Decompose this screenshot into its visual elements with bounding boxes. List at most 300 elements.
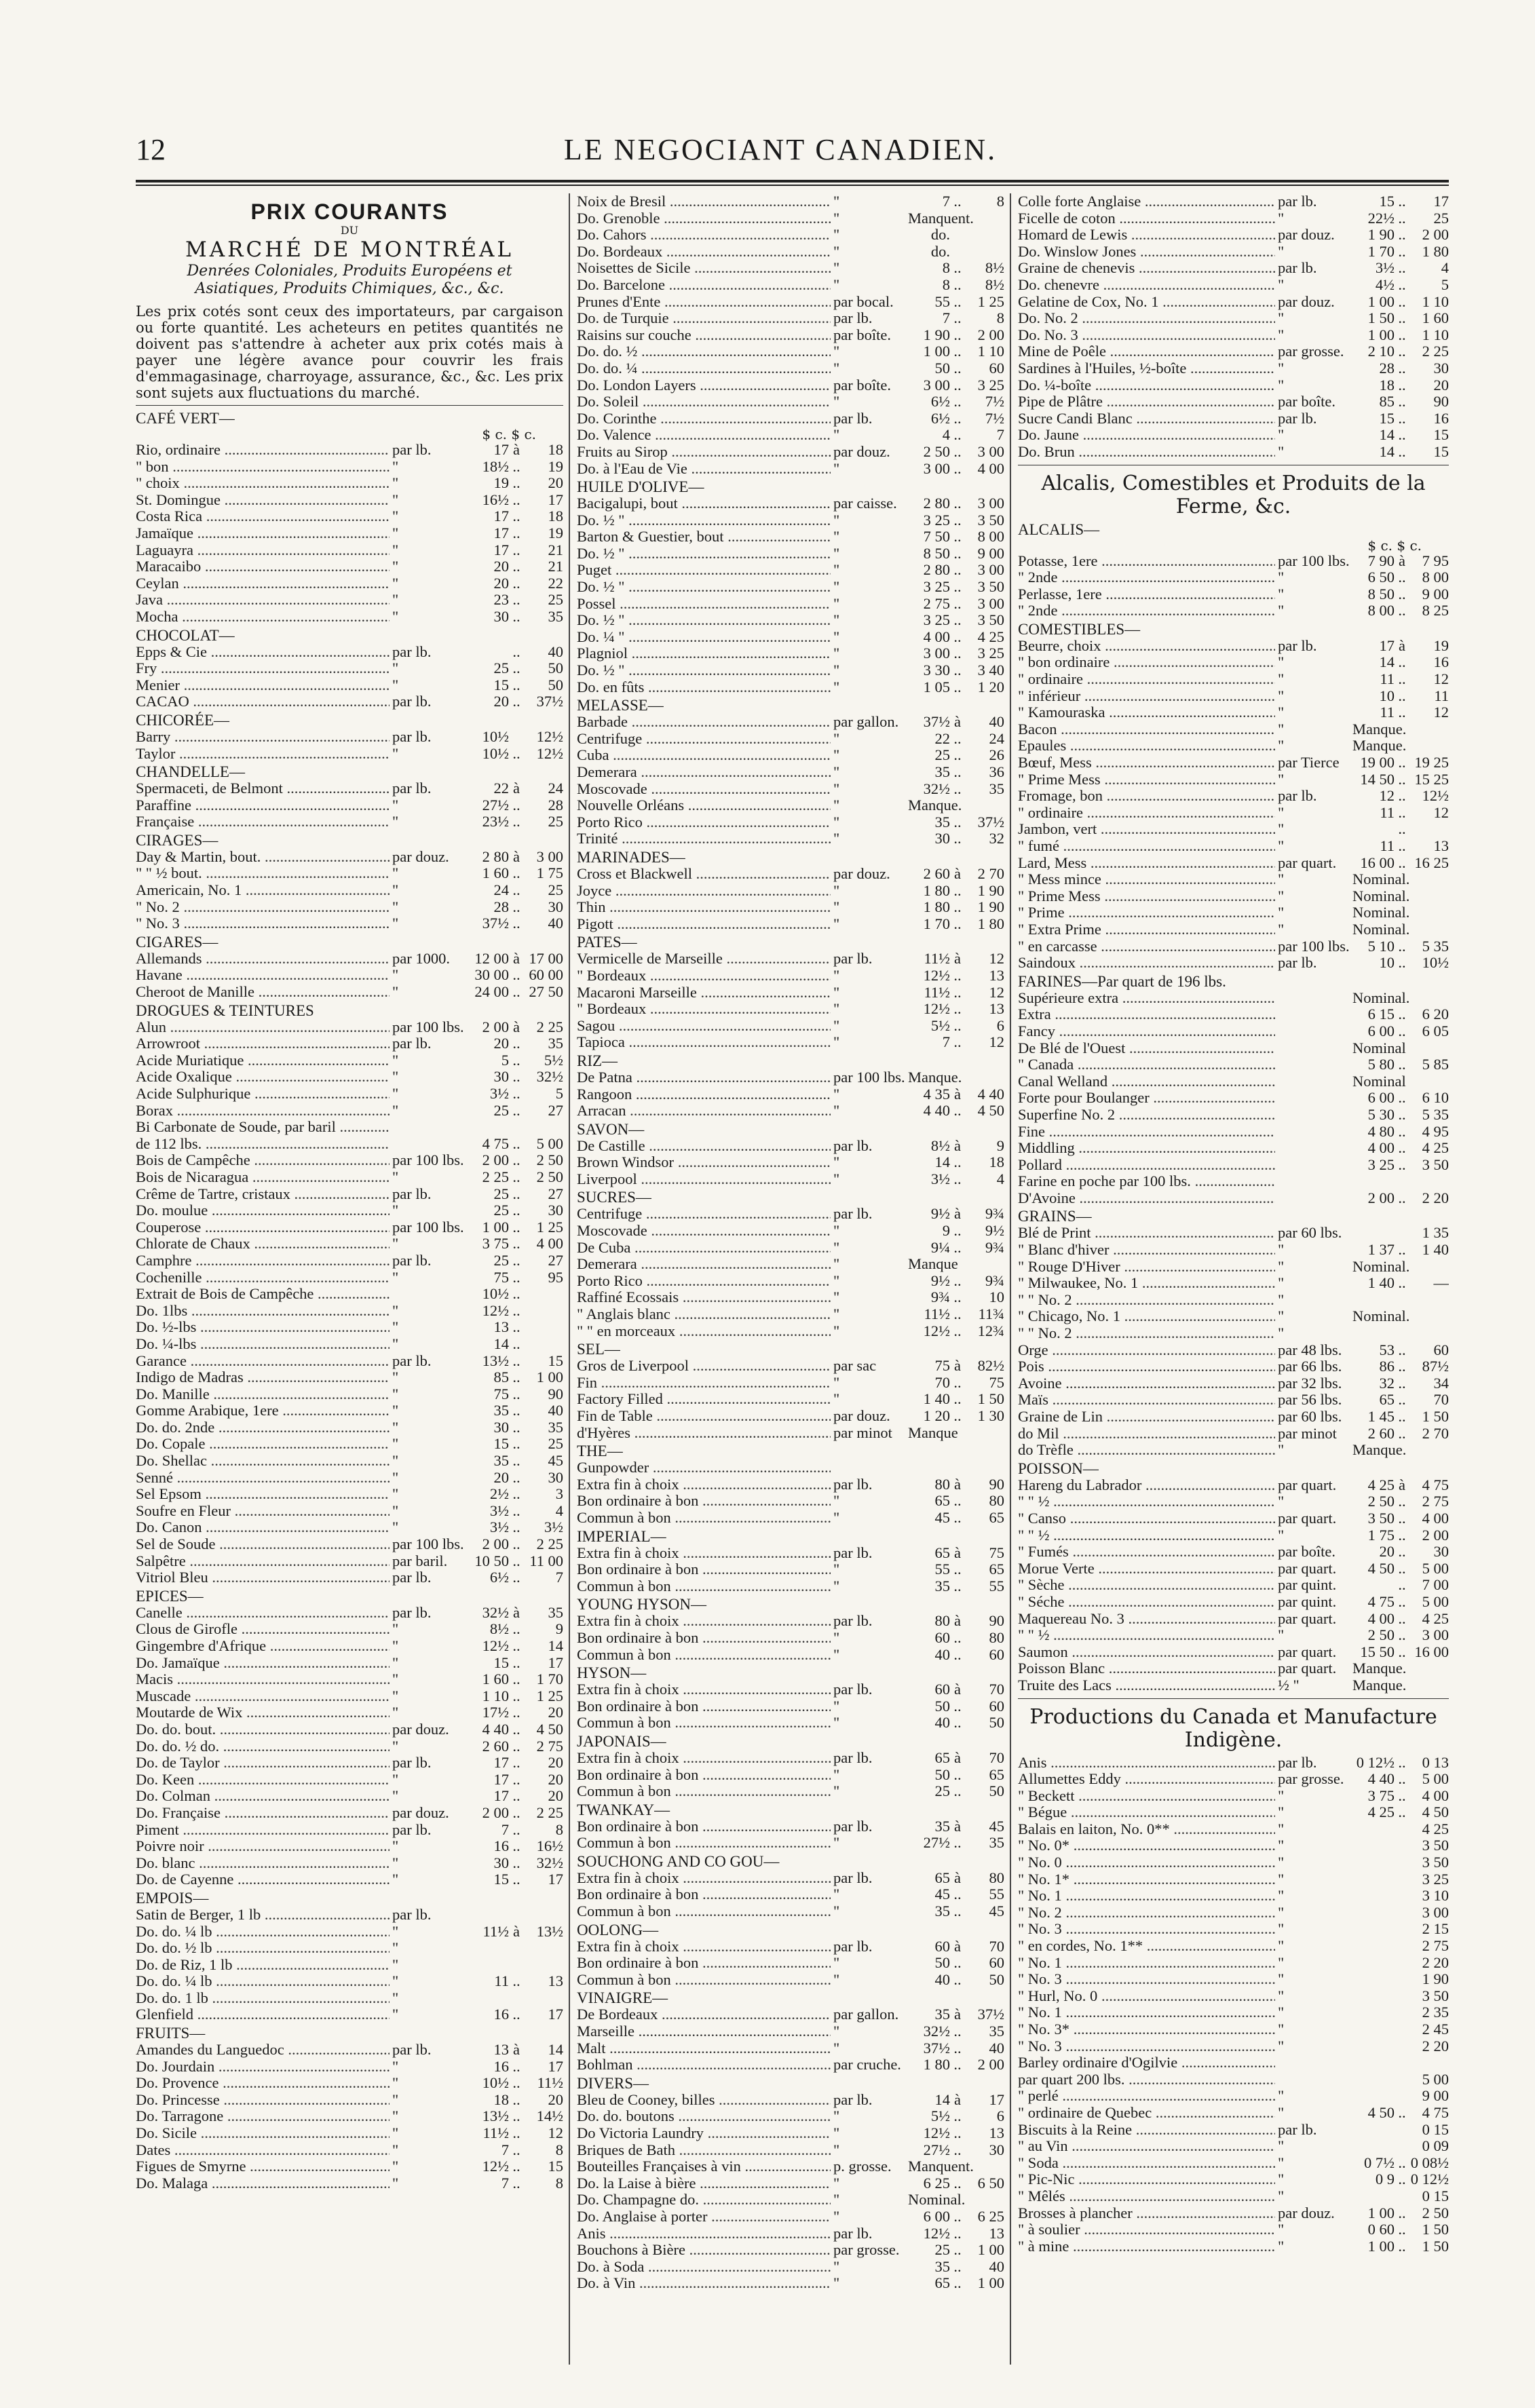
item-name: Do. Copale ..... <box>136 1436 390 1453</box>
price-high: 1 25 <box>977 292 1004 310</box>
price-sep <box>950 2158 965 2175</box>
price-high: 35 <box>548 1603 563 1621</box>
unit: " <box>833 611 840 629</box>
price-row <box>136 2092 563 2109</box>
unit: " <box>392 1837 399 1855</box>
price-low <box>1352 2122 1395 2139</box>
price-low: 15 <box>493 1871 509 1888</box>
price-sep: .. <box>953 2207 962 2225</box>
price-sep: .. <box>512 1720 520 1738</box>
separator <box>136 405 563 406</box>
price-high <box>1409 721 1449 738</box>
price-sep: .. <box>953 1016 962 1034</box>
price-high: 1 50 <box>1422 2237 1449 2255</box>
price-low <box>908 1459 950 1476</box>
item-name: " No. 3 ..... <box>1018 1971 1275 1988</box>
price-high: 2 00 <box>1422 1526 1449 1544</box>
unit: " <box>833 2107 840 2125</box>
price-row <box>577 1018 1004 1035</box>
price-sep: .. <box>953 628 962 645</box>
item-name: Gomme Arabique, 1ere ..... <box>136 1402 390 1419</box>
price-row <box>1018 2088 1449 2105</box>
item-name: Moutarde de Wix ..... <box>136 1704 390 1721</box>
price-sep <box>950 797 965 814</box>
unit: " <box>392 1318 399 1336</box>
unit: par minot <box>833 1423 892 1441</box>
price-sep <box>1395 2071 1409 2088</box>
price-sep: .. <box>953 193 962 210</box>
price-sep: .. <box>1398 1341 1406 1358</box>
price-row <box>1018 1493 1449 1510</box>
price-low: 7 <box>942 309 950 327</box>
price-low: 85 <box>493 1369 509 1386</box>
price-row <box>1018 1677 1449 1694</box>
price-low: 1 00 <box>1367 2237 1395 2255</box>
price-low <box>1352 1921 1395 1938</box>
item-name: Day & Martin, bout. ..... <box>136 849 390 866</box>
price-low: 6 00 <box>1367 1022 1395 1039</box>
item-name: Cochenille ..... <box>136 1269 390 1286</box>
unit: par bocal. <box>833 292 894 310</box>
price-high: 2 25 <box>536 1018 563 1035</box>
price-sep <box>509 1940 524 1957</box>
price-high: 55 <box>989 1577 1004 1594</box>
section-heading: HYSON— <box>577 1664 647 1682</box>
price-sep: .. <box>1398 954 1406 972</box>
unit: par douz. <box>833 1407 890 1424</box>
price-sep <box>1395 2038 1409 2055</box>
price-sep <box>1395 1173 1409 1190</box>
price-high: 6 25 <box>977 2207 1004 2225</box>
unit: " <box>392 524 399 541</box>
unit: par lb. <box>833 1869 873 1886</box>
price-sep: .. <box>1398 209 1406 227</box>
unit: " <box>392 966 399 984</box>
price-row <box>1018 2004 1449 2021</box>
item-name: " Bégue ..... <box>1018 1804 1275 1821</box>
price-high: 45 <box>989 1817 1004 1835</box>
price-sep: .. <box>1398 193 1406 210</box>
price-high <box>1409 888 1449 905</box>
price-high: 15 25 <box>1414 770 1449 788</box>
item-name: Do. blanc ..... <box>136 1855 390 1872</box>
price-low: 30 <box>493 1418 509 1436</box>
price-low: 32½ <box>923 2023 950 2040</box>
price-row <box>1018 754 1449 771</box>
price-row <box>1018 1107 1449 1124</box>
item-name: Soufre en Fleur ..... <box>136 1503 390 1520</box>
price-high <box>965 244 1004 261</box>
item-name: " Mess mince ..... <box>1018 871 1275 888</box>
price-row <box>136 984 563 1001</box>
price-row <box>577 1240 1004 1257</box>
item-name: Rangoon ..... <box>577 1086 831 1103</box>
price-row <box>1018 1905 1449 1922</box>
price-low: 12½ <box>923 2224 950 2242</box>
price-sep: .. <box>512 1737 520 1755</box>
price-low: 12½ <box>482 1301 509 1319</box>
price-high: 32½ <box>536 1068 563 1086</box>
item-name: Bœuf, Mess ..... <box>1018 754 1275 771</box>
price-low: 55 <box>934 1561 950 1578</box>
price-low: 20 <box>493 693 509 710</box>
price-row <box>577 629 1004 646</box>
price-sep: .. <box>512 1369 520 1386</box>
price-sep: .. <box>1398 376 1406 394</box>
price-sep: .. <box>512 1301 520 1319</box>
price-sep: .. <box>512 1051 520 1069</box>
price-high: 4 25 <box>977 628 1004 645</box>
unit: " <box>833 966 840 984</box>
unit: " <box>392 1235 399 1253</box>
price-high: 50 <box>989 1782 1004 1800</box>
price-sep: .. <box>953 2241 962 2259</box>
unit: " <box>1278 1786 1285 1804</box>
price-high: 4 00 <box>536 1235 563 1253</box>
price-row <box>1018 244 1449 261</box>
unit: " <box>833 2274 840 2292</box>
price-high: 12½ <box>1422 787 1449 805</box>
price-sep: .. <box>1398 1391 1406 1409</box>
price-sep: .. <box>512 744 520 762</box>
price-sep <box>1395 1871 1409 1888</box>
price-high: 12 <box>989 1033 1004 1051</box>
price-row <box>136 729 563 746</box>
unit: " <box>392 508 399 525</box>
price-low: 3 25 <box>923 611 950 629</box>
unit: par lb. <box>392 1905 432 1923</box>
price-high: 36 <box>989 763 1004 780</box>
item-name: " " ½ ..... <box>1018 1493 1275 1510</box>
price-low: 11½ <box>924 950 950 968</box>
price-sep: .. <box>1398 787 1406 805</box>
price-sep: .. <box>512 574 520 592</box>
unit: " <box>392 1085 399 1102</box>
price-low: 2 00 <box>482 1151 509 1169</box>
price-high: — <box>1433 1274 1449 1292</box>
price-low: 35 <box>934 813 950 830</box>
price-row <box>577 1069 1004 1086</box>
price-sep: à <box>954 713 961 731</box>
unit: " <box>1278 1970 1285 1988</box>
price-row <box>1018 2221 1449 2238</box>
price-sep: .. <box>512 2174 520 2192</box>
price-sep: .. <box>512 693 520 710</box>
unit: " <box>392 1268 399 1286</box>
unit: " <box>1278 1953 1285 1971</box>
price-row <box>136 1605 563 1622</box>
price-high: 17 <box>1433 193 1449 210</box>
price-sep: .. <box>1398 242 1406 260</box>
price-row <box>136 1103 563 1120</box>
currency-header: $ c. $ c. <box>482 426 536 442</box>
item-name: Do. do. ½ lb ..... <box>136 1940 390 1957</box>
price-high: 1 70 <box>536 1670 563 1688</box>
unit: " <box>833 898 840 916</box>
price-high <box>524 1286 563 1303</box>
price-low: 7 <box>942 193 950 210</box>
item-name: Porto Rico ..... <box>577 1273 831 1290</box>
item-name: Commun à bon ..... <box>577 1578 831 1595</box>
item-name: Nouvelle Orléans ..... <box>577 797 831 814</box>
price-row <box>1018 1056 1449 1073</box>
item-name: Maïs ..... <box>1018 1392 1275 1409</box>
price-row <box>136 1219 563 1236</box>
item-name: " Prime Mess ..... <box>1018 771 1275 788</box>
price-high: 3 25 <box>977 645 1004 662</box>
price-row <box>136 644 563 661</box>
unit: " <box>392 1051 399 1069</box>
unit: par lb. <box>392 441 432 458</box>
intro-paragraph: Les prix cotés sont ceux des importateurs, par cargaison ou forte quantité. Les acheteurs en petites quantités ne doivent pas s'attendre à acheter aux prix cotés mais à payer une légère avance pour couvrir les frais d'emmagasinage, charroyage, assurance, &c., &c. Les prix sont sujets aux fluctuations du marché. <box>136 303 563 401</box>
price-low: 4 00 <box>923 628 950 645</box>
unit: " <box>1278 2087 1285 2105</box>
price-high <box>524 1336 563 1353</box>
item-name: Do. Princesse ..... <box>136 2092 390 2109</box>
price-row <box>577 1903 1004 1920</box>
section-heading: MARINADES— <box>577 848 685 866</box>
price-high: 2 70 <box>977 864 1004 882</box>
price-high: 32 <box>989 830 1004 847</box>
price-low: 9½ <box>930 1205 950 1223</box>
price-sep: .. <box>953 1697 962 1715</box>
price-high: 19 <box>1433 636 1449 654</box>
item-name: Do. do. ¼ ..... <box>577 360 831 377</box>
price-sep: .. <box>953 1645 962 1663</box>
price-low: 60 <box>934 1681 950 1698</box>
unit: " <box>833 1085 840 1103</box>
price-sep: à <box>1399 552 1405 569</box>
price-low <box>1352 2138 1395 2155</box>
price-sep: .. <box>1398 1122 1406 1140</box>
price-high: 9¾ <box>985 1205 1004 1223</box>
price-low: 1 45 <box>1367 1408 1395 1425</box>
price-high <box>1409 1677 1449 1694</box>
price-high: 65 <box>989 1765 1004 1783</box>
price-high: 12 <box>1433 704 1449 721</box>
item-name: Orge ..... <box>1018 1342 1275 1359</box>
price-low: 1 80 <box>923 898 950 916</box>
item-name: Do. Provence ..... <box>136 2075 390 2092</box>
item-name: " Hurl, No. 0 ..... <box>1018 1988 1275 2005</box>
price-sep: .. <box>512 457 520 475</box>
price-high: 2 75 <box>1422 1493 1449 1510</box>
price-sep <box>1395 888 1409 905</box>
price-row <box>136 797 563 814</box>
item-name: Raffiné Ecossais ..... <box>577 1289 831 1306</box>
price-row <box>1018 1442 1449 1459</box>
item-name: Arracan ..... <box>577 1103 831 1120</box>
price-high: 4 <box>555 1502 563 1519</box>
price-sep: .. <box>1398 1105 1406 1123</box>
price-high: 70 <box>1433 1391 1449 1409</box>
price-row <box>1018 1225 1449 1242</box>
price-low: 10 50 <box>474 1552 509 1569</box>
item-name: Do. à Vin ..... <box>577 2275 831 2292</box>
price-high: 4 25 <box>1422 1820 1449 1837</box>
item-name: Barry ..... <box>136 729 390 746</box>
price-low: 8½ <box>489 1620 509 1638</box>
price-high <box>524 1940 563 1957</box>
price-row <box>136 1470 563 1487</box>
price-high <box>1409 871 1449 888</box>
price-low: 45 <box>934 1886 950 1903</box>
price-row <box>1018 1073 1449 1090</box>
price-high: 1 60 <box>1422 309 1449 327</box>
item-name: Graine de chenevis ..... <box>1018 260 1275 277</box>
unit: " <box>392 1704 399 1721</box>
price-sep: .. <box>1398 704 1406 721</box>
price-sep: .. <box>953 1033 962 1051</box>
price-row <box>136 814 563 830</box>
price-high: 60 <box>1433 1341 1449 1358</box>
price-low: 1 00 <box>1367 326 1395 343</box>
price-high <box>965 210 1004 227</box>
price-high: 1 75 <box>536 864 563 882</box>
price-sep <box>1395 1854 1409 1871</box>
price-sep <box>1395 1308 1409 1325</box>
price-row <box>1018 1644 1449 1661</box>
item-name: Bon ordinaire à bon ..... <box>577 1886 831 1903</box>
price-sep: .. <box>953 830 962 847</box>
price-low: 55 <box>934 292 950 310</box>
price-low: 1 80 <box>923 881 950 899</box>
unit: par boîte. <box>1278 393 1335 410</box>
unit: " <box>833 1170 840 1187</box>
price-high: 24 <box>989 729 1004 747</box>
price-low: 14 <box>934 2090 950 2108</box>
price-row <box>577 968 1004 985</box>
item-name: " Kamouraska ..... <box>1018 704 1275 721</box>
price-high: 27 <box>548 1101 563 1119</box>
price-low: Manque. <box>1352 1676 1407 1694</box>
price-sep: .. <box>953 259 962 277</box>
price-sep: .. <box>953 528 962 546</box>
price-low: 8½ <box>930 1136 950 1154</box>
price-high: 7 <box>996 426 1004 444</box>
item-name: Bon ordinaire à bon ..... <box>577 1955 831 1972</box>
masthead-subtitle-2: Asiatiques, Produits Chimiques, &c., &c. <box>195 280 504 297</box>
price-low: 10½ <box>482 2074 509 2092</box>
unit: " <box>392 1485 399 1503</box>
price-sep: .. <box>1398 292 1406 310</box>
price-low: 35 <box>934 1903 950 1920</box>
item-name: Demerara ..... <box>577 1256 831 1273</box>
price-sep: .. <box>1398 1241 1406 1259</box>
price-low: 17 <box>493 1787 509 1805</box>
section-heading: IMPERIAL— <box>577 1527 666 1545</box>
price-high: 6 05 <box>1422 1022 1449 1039</box>
item-name: De Blé de l'Ouest ..... <box>1018 1040 1275 1057</box>
price-sep: .. <box>512 1452 520 1470</box>
price-low: 32 <box>1379 1374 1395 1392</box>
unit: par quart. <box>1278 854 1337 871</box>
item-name: Costa Rica ..... <box>136 508 390 525</box>
item-name: Do. London Layers ..... <box>577 377 831 394</box>
unit: " <box>1278 2004 1285 2021</box>
item-name: Ceylan ..... <box>136 575 390 592</box>
price-row <box>136 1186 563 1203</box>
item-name: Extra fin à choix ..... <box>577 1476 831 1493</box>
price-row <box>136 1286 563 1303</box>
item-name: Do. Valence ..... <box>577 427 831 444</box>
item-name: Extra fin à choix ..... <box>577 1938 831 1955</box>
unit: " <box>392 1939 399 1957</box>
price-sep <box>950 210 965 227</box>
price-row <box>1018 1392 1449 1409</box>
unit: par lb. <box>833 1817 873 1835</box>
price-low: 11½ <box>482 2124 509 2142</box>
price-row <box>577 562 1004 579</box>
unit: " <box>392 660 399 677</box>
price-row <box>577 1289 1004 1306</box>
unit: " <box>392 1989 399 2006</box>
price-high: 0 09 <box>1422 2137 1449 2155</box>
item-name: " Fumés ..... <box>1018 1544 1275 1561</box>
price-row <box>577 2040 1004 2057</box>
item-name: " Séche ..... <box>1018 1594 1275 1611</box>
price-high: 4 75 <box>1422 2103 1449 2121</box>
price-row <box>136 1822 563 1839</box>
unit: " <box>833 1390 840 1408</box>
unit: " <box>392 607 399 625</box>
item-name: " perlé ..... <box>1018 2088 1275 2105</box>
price-high: 8 <box>996 193 1004 210</box>
item-name: Do. Tarragone ..... <box>136 2108 390 2125</box>
price-low: 13½ <box>482 2107 509 2125</box>
item-name: Fin ..... <box>577 1375 831 1392</box>
price-high: 5 00 <box>536 1134 563 1152</box>
unit: par lb. <box>833 1937 873 1955</box>
item-name: " ordinaire de Quebec ..... <box>1018 2105 1275 2122</box>
price-high: 7 <box>555 1569 563 1586</box>
section-heading: DROGUES & TEINTURES <box>136 1001 314 1019</box>
price-sep: .. <box>512 1770 520 1788</box>
price-high: 2 70 <box>1422 1424 1449 1442</box>
item-name: Cross et Blackwell ..... <box>577 866 831 883</box>
item-name: St. Domingue ..... <box>136 492 390 509</box>
price-high: 95 <box>548 1268 563 1286</box>
price-high <box>1409 1660 1449 1677</box>
price-sep: .. <box>953 1407 962 1424</box>
price-low: 45 <box>934 1508 950 1526</box>
price-row <box>136 1671 563 1688</box>
price-high: 8 <box>555 2174 563 2192</box>
price-sep: .. <box>953 594 962 612</box>
price-low <box>467 1957 509 1974</box>
price-high: 9 <box>996 1136 1004 1154</box>
price-low: 9¾ <box>930 1288 950 1306</box>
price-low: 5 80 <box>1367 1056 1395 1073</box>
column-divider <box>1010 193 1011 2365</box>
price-high: 11 <box>1434 687 1449 704</box>
price-low <box>467 1990 509 2007</box>
price-low: 35 <box>493 1452 509 1470</box>
price-row <box>136 1136 563 1153</box>
price-low: 2 00 <box>482 1535 509 1553</box>
page-number: 12 <box>136 133 166 166</box>
item-name: Extra fin à choix ..... <box>577 1870 831 1887</box>
price-sep: .. <box>953 495 962 512</box>
price-low: 11 <box>494 1972 509 1990</box>
item-name: Do. en fûts ..... <box>577 679 831 696</box>
price-row <box>136 1772 563 1789</box>
price-low: 8 00 <box>1367 602 1395 619</box>
price-row <box>136 492 563 509</box>
price-sep: à <box>954 1612 961 1630</box>
price-high: 45 <box>989 1903 1004 1920</box>
item-name: Factory Filled ..... <box>577 1391 831 1408</box>
